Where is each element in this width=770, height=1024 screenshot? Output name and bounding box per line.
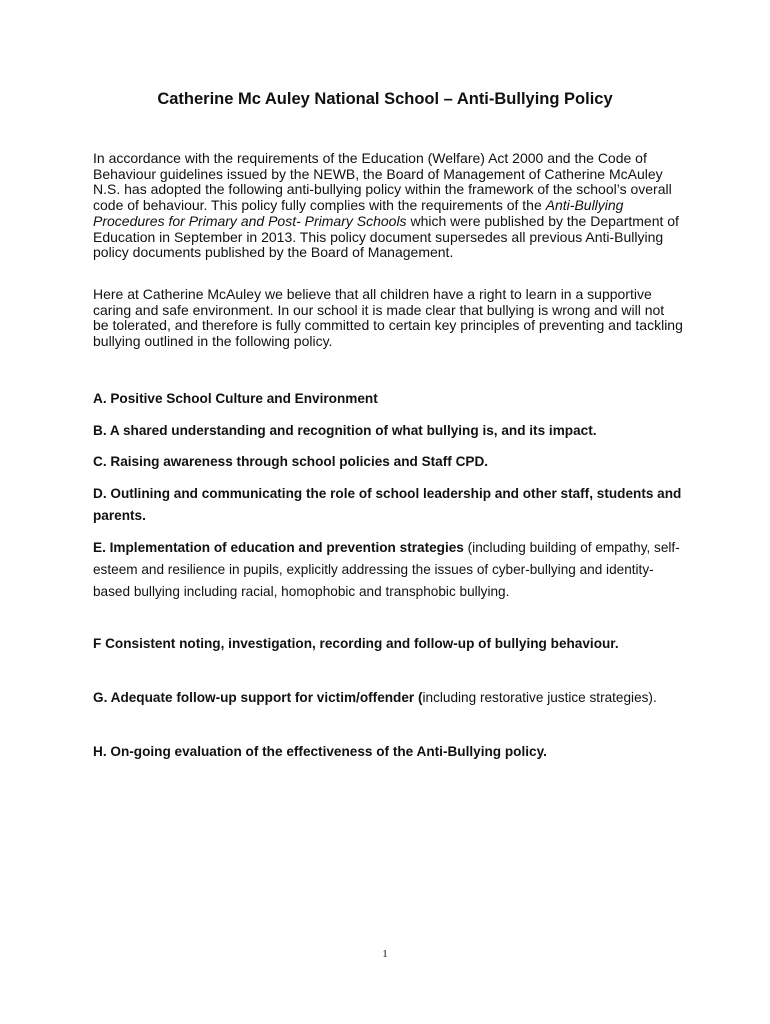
principle-g: [93, 687, 683, 709]
intro-text-part1: In accordance with the requirements of the Education (Welfare) Act 2000 and the Code of Behaviour guidelines issued by the NEWB, the Board of Management of Catherine McAuley N.S. has adopted the following anti-bullying policy within the framework of the school’s overall code of behaviour. This policy fully complies with the requirements of the: [93, 150, 672, 214]
belief-paragraph: Here at Catherine McAuley we believe that all children have a right to learn in a supportive caring and safe environment. In our school it is made clear that bullying is wrong and will not be tolerated, and therefore is fully committed to certain key principles of preventing and tackling bullying outlined in the following policy.: [93, 286, 683, 350]
principle-a: [93, 388, 683, 410]
principle-c: [93, 451, 683, 473]
intro-text-part2: which were published by the Department of Education in September in 2013. This policy document supersedes all previous Anti-Bullying policy documents published by the Board of Management.: [93, 212, 679, 261]
principle-e-rest: (including building of empathy, self-esteem and resilience in pupils, explicitly addressing the issues of cyber-bullying and identity-based bullying including racial, homophobic and transphobic bullying.: [93, 540, 680, 599]
page-title: Catherine Mc Auley National School – Anti-Bullying Policy: [157, 90, 613, 108]
principle-f: [93, 633, 683, 655]
principle-f-bold: F Consistent noting, investigation, recording and follow-up of bullying behaviour.: [93, 636, 619, 651]
principle-g-bold: G. Adequate follow-up support for victim/offender (: [93, 690, 423, 705]
intro-text-italic: Anti-Bullying Procedures for Primary and Post- Primary Schools: [93, 197, 624, 229]
principle-d-bold: D. Outlining and communicating the role of school leadership and other staff, students and parents.: [93, 486, 682, 523]
principle-c-bold: C. Raising awareness through school policies and Staff CPD.: [93, 454, 489, 469]
principle-h-bold: H. On-going evaluation of the effectiveness of the Anti-Bullying policy.: [93, 744, 547, 759]
principle-b: [93, 420, 683, 442]
page-number: 1: [382, 948, 388, 960]
intro-paragraph: [93, 151, 683, 261]
principle-d: [93, 483, 683, 527]
principle-a-bold: A. Positive School Culture and Environment: [93, 391, 378, 406]
principle-e: [93, 537, 683, 603]
principle-b-bold: B. A shared understanding and recognition of what bullying is, and its impact.: [93, 423, 597, 438]
principle-e-bold: E. Implementation of education and prevention strategies: [93, 540, 464, 555]
principle-h: [93, 741, 683, 763]
principle-g-rest: including restorative justice strategies).: [422, 690, 657, 705]
